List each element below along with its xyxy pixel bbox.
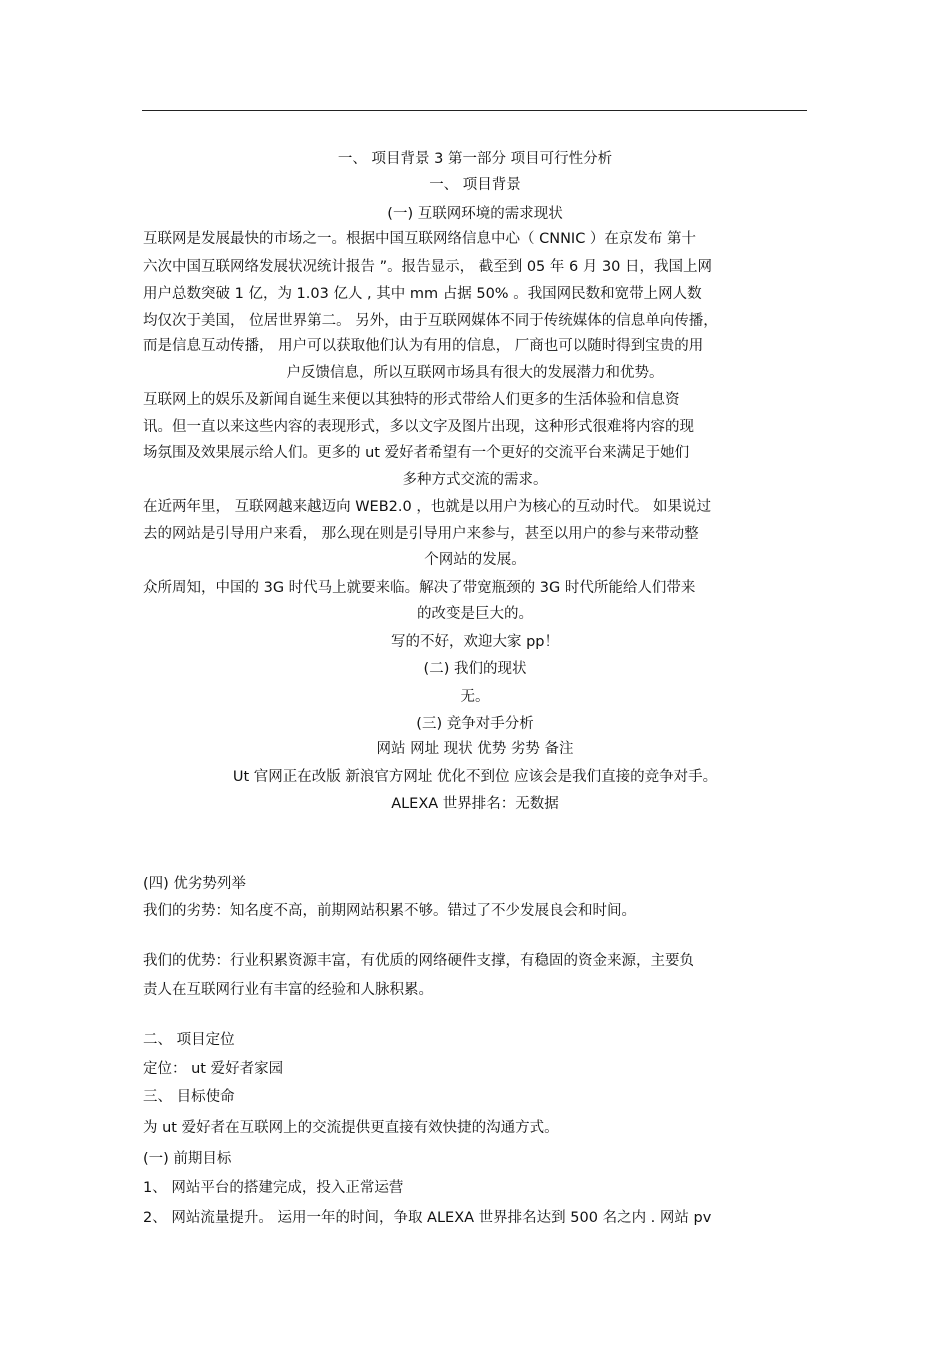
paragraph-line: 场氛围及效果展示给人们。更多的 ut 爱好者希望有一个更好的交流平台来满足于她们	[143, 445, 690, 461]
paragraph-line: 均仅次于美国， 位居世界第二。 另外，由于互联网媒体不同于传统媒体的信息单向传播，	[143, 313, 718, 329]
list-item: 1、 网站平台的搭建完成，投入正常运营	[143, 1180, 404, 1196]
subsection-heading: (一) 互联网环境的需求现状	[387, 206, 563, 222]
paragraph-line: 责人在互联网行业有丰富的经验和人脉积累。	[143, 982, 433, 998]
subsection-heading: (三) 竞争对手分析	[416, 716, 534, 732]
subsection-heading: (二) 我们的现状	[423, 661, 527, 677]
paragraph-line: 多种方式交流的需求。	[402, 472, 548, 488]
list-item: 2、 网站流量提升。 运用一年的时间，争取 ALEXA 世界排名达到 500 名之内 . 网站 pv	[143, 1210, 712, 1226]
table-row-line: Ut 官网正在改版 新浪官方网址 优化不到位 应该会是我们直接的竞争对手。	[232, 769, 718, 785]
paragraph-line: 为 ut 爱好者在互联网上的交流提供更直接有效快捷的沟通方式。	[143, 1120, 559, 1136]
paragraph-line: 用户总数突破 1 亿，为 1.03 亿人 , 其中 mm 占据 50% 。我国网民数和宽带上网人数	[143, 286, 702, 302]
paragraph-line: 定位： ut 爱好者家园	[143, 1061, 284, 1077]
section-heading: 三、 目标使命	[143, 1089, 235, 1105]
header-rule	[142, 110, 807, 111]
subsection-heading: (四) 优劣势列举	[143, 876, 246, 892]
toc-heading: 一、 项目背景 3 第一部分 项目可行性分析	[337, 151, 613, 167]
section-heading: 二、 项目定位	[143, 1032, 235, 1048]
table-row-line: ALEXA 世界排名：无数据	[391, 796, 559, 812]
paragraph-line: 户反馈信息，所以互联网市场具有很大的发展潜力和优势。	[286, 365, 664, 381]
paragraph-line: 互联网上的娱乐及新闻自诞生来便以其独特的形式带给人们更多的生活体验和信息资	[143, 392, 680, 408]
subsection-heading: (一) 前期目标	[143, 1151, 232, 1167]
paragraph-line: 六次中国互联网络发展状况统计报告 ”。报告显示， 截至到 05 年 6 月 30 日，我国上网	[143, 259, 713, 275]
paragraph-line: 讯。但一直以来这些内容的表现形式，多以文字及图片出现，这种形式很难将内容的现	[143, 419, 694, 435]
paragraph-line: 无。	[460, 689, 490, 705]
section-heading: 一、 项目背景	[429, 177, 521, 193]
paragraph-line: 众所周知，中国的 3G 时代马上就要来临。解决了带宽瓶颈的 3G 时代所能给人们带来	[143, 580, 696, 596]
table-header-line: 网站 网址 现状 优势 劣势 备注	[376, 741, 574, 757]
paragraph-line: 而是信息互动传播， 用户可以获取他们认为有用的信息， 厂商也可以随时得到宝贵的用	[143, 338, 704, 354]
paragraph-line: 我们的优势：行业积累资源丰富，有优质的网络硬件支撑，有稳固的资金来源，主要负	[143, 953, 694, 969]
paragraph-line: 的改变是巨大的。	[417, 606, 533, 622]
paragraph-line: 互联网是发展最快的市场之一。根据中国互联网络信息中心（ CNNIC ）在京发布 第十	[143, 231, 697, 247]
paragraph-line: 去的网站是引导用户来看， 那么现在则是引导用户来参与，甚至以用户的参与来带动整	[143, 526, 699, 542]
paragraph-line: 写的不好，欢迎大家 pp！	[390, 634, 560, 650]
paragraph-line: 我们的劣势：知名度不高，前期网站积累不够。错过了不少发展良会和时间。	[143, 903, 636, 919]
paragraph-line: 在近两年里， 互联网越来越迈向 WEB2.0 ，也就是以用户为核心的互动时代。 如果说过	[143, 499, 711, 515]
paragraph-line: 个网站的发展。	[424, 552, 526, 568]
